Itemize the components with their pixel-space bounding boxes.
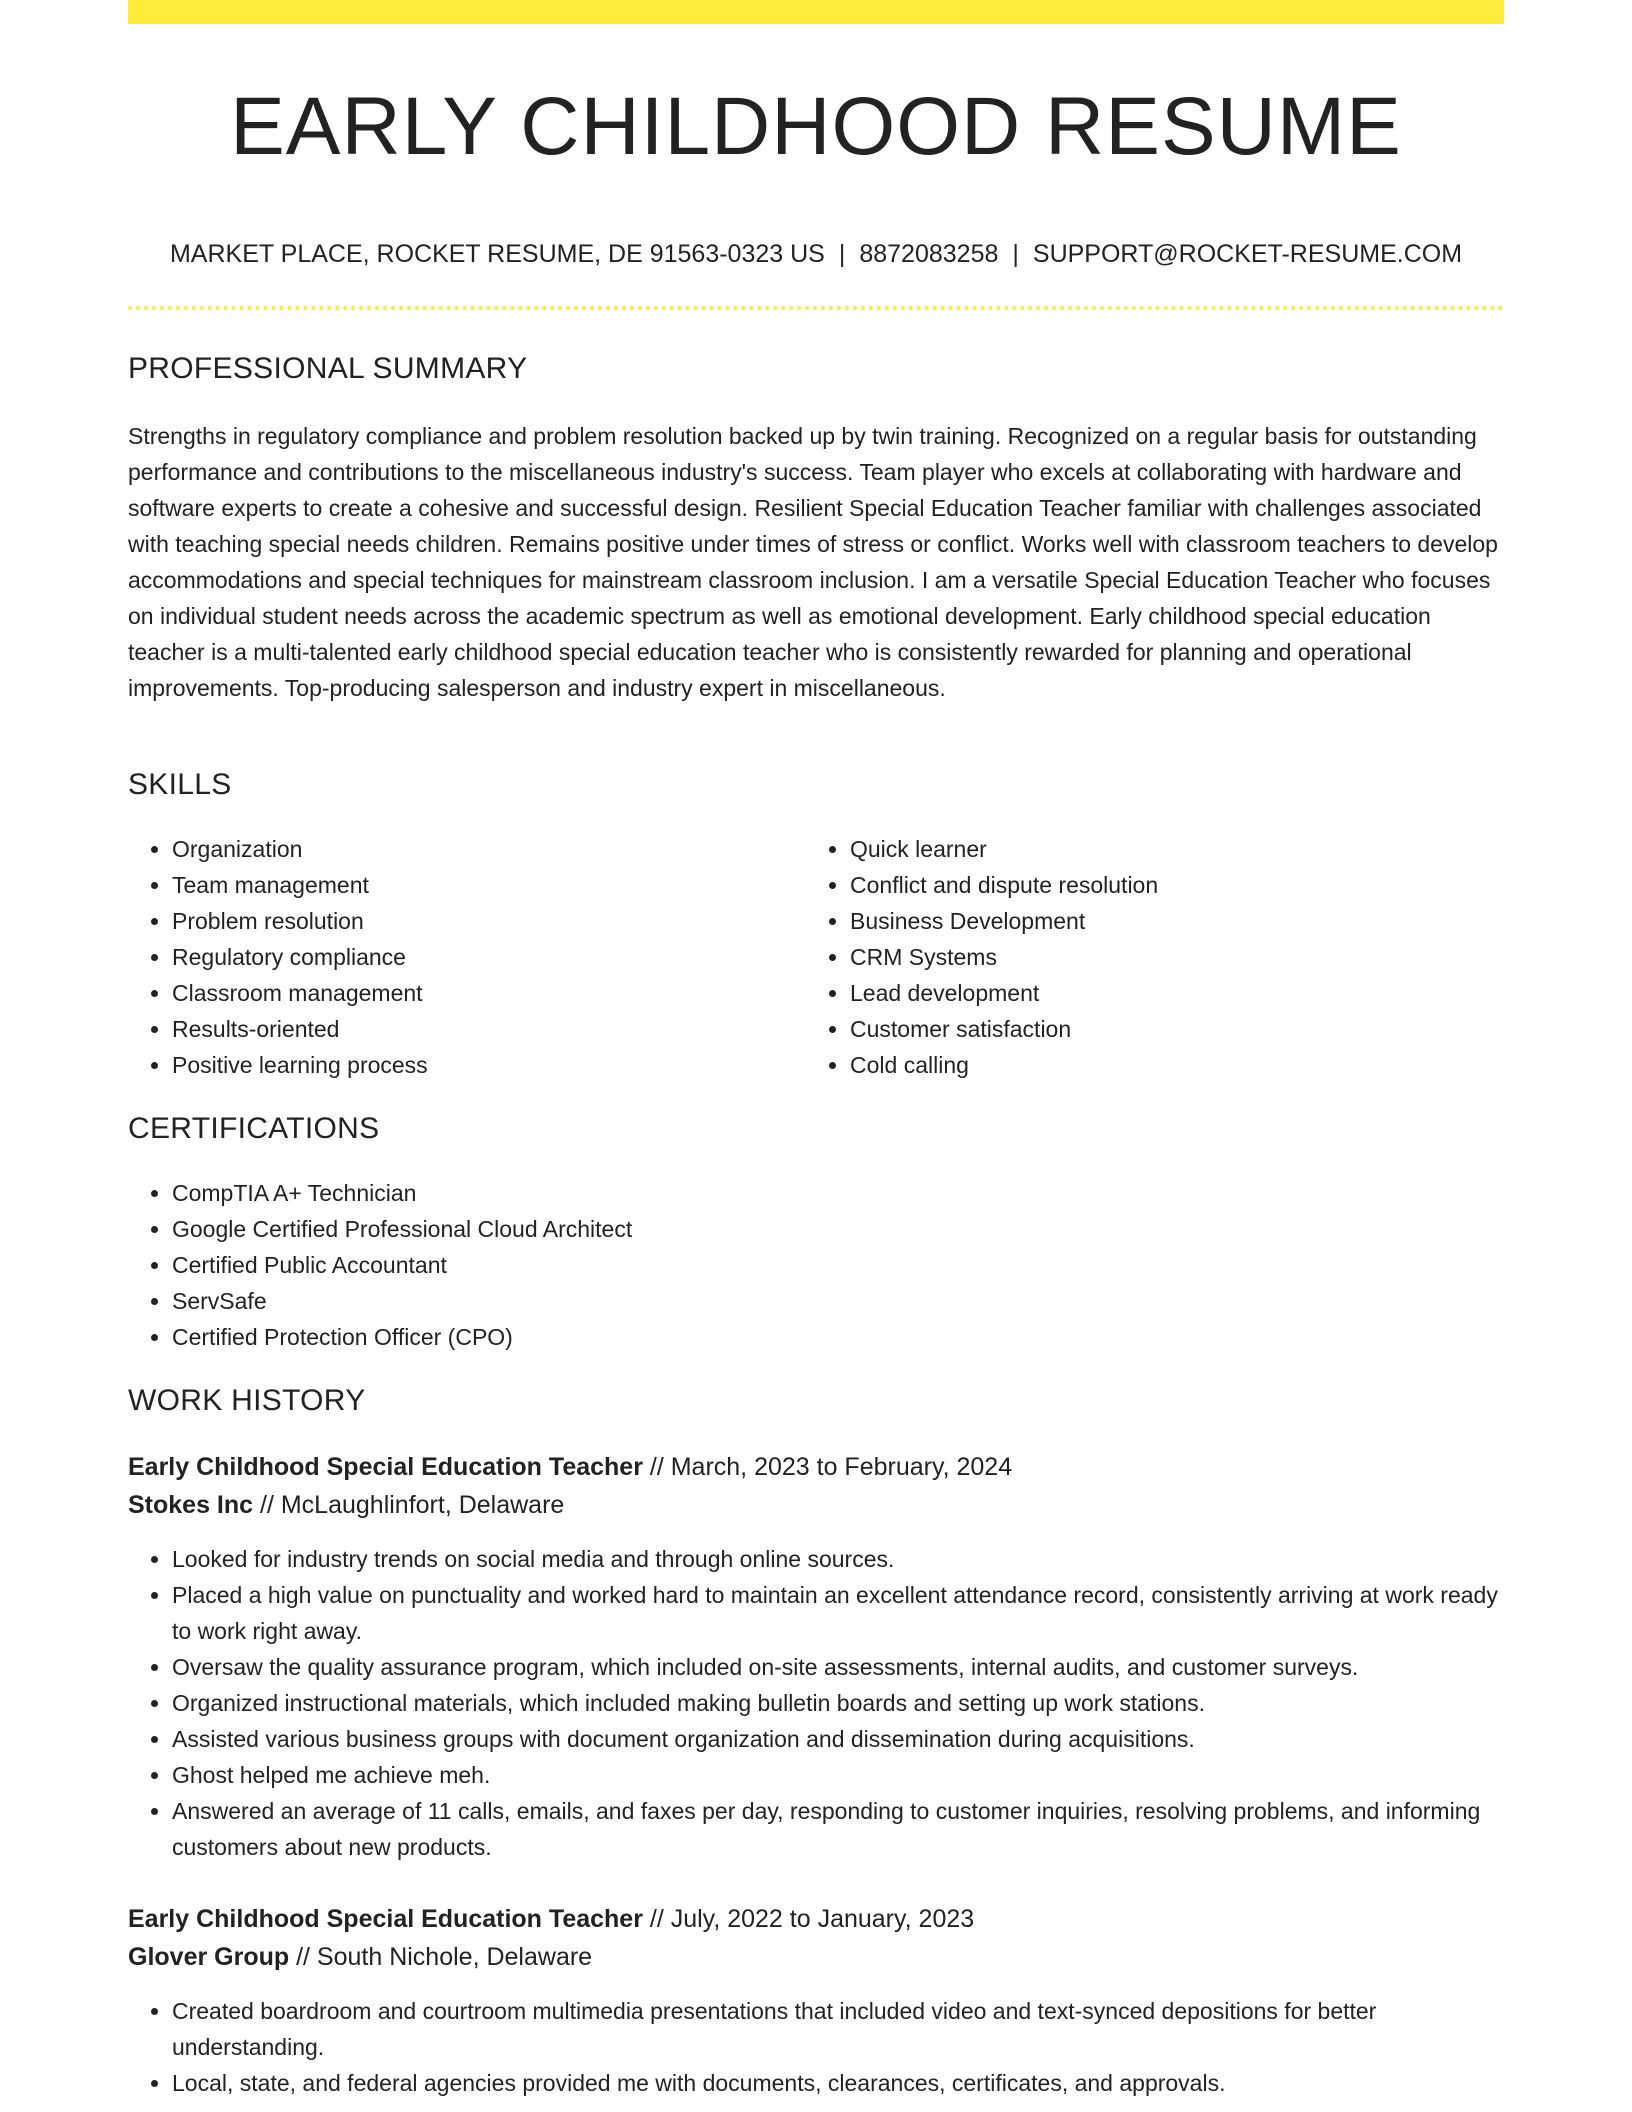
contact-address: MARKET PLACE, ROCKET RESUME, DE 91563-0323 US	[169, 240, 825, 268]
list-item: • Regulatory compliance	[172, 939, 788, 975]
list-item: • Looked for industry trends on social media and through online sources.	[172, 1541, 1504, 1577]
job-1-title-line	[128, 1448, 1012, 1486]
contact-line	[128, 236, 1504, 272]
list-item: • CompTIA A+ Technician	[172, 1175, 1504, 1211]
job-1-bullets	[128, 1541, 1504, 1865]
list-item: • Oversaw the quality assurance program, which included on-site assessments, internal audits, and customer surveys.	[172, 1649, 1504, 1685]
skills-list-left	[128, 831, 788, 1083]
list-item: • Customer satisfaction	[850, 1011, 1504, 1047]
list-item: • Organized instructional materials, which included making bulletin boards and setting up work stations.	[172, 1685, 1504, 1721]
contact-separator: |	[1012, 240, 1019, 268]
summary-text: Strengths in regulatory compliance and problem resolution backed up by twin training. Recognized on a regular basis for outstanding performance and contributions to the miscellaneous industry's success. Team player who excels at collaborating with hardware and software experts to create a cohesive and successful design. Resilient Special Education Teacher familiar with challenges associated with teaching special needs children. Remains positive under times of stress or conflict. Works well with classroom teachers to develop accommodations and special techniques for mainstream classroom inclusion. I am a versatile Special Education Teacher who focuses on individual student needs across the academic spectrum as well as emotional development. Early childhood special education teacher is a multi-talented early childhood special education teacher who is consistently rewarded for planning and operational improvements. Top-producing salesperson and industry expert in miscellaneous.	[128, 423, 1498, 701]
job-2-company-line	[128, 1938, 592, 1976]
list-item: • Team management	[172, 867, 788, 903]
certifications-list	[128, 1175, 1504, 1355]
skills-list-right	[806, 831, 1504, 1083]
list-item: • Created boardroom and courtroom multimedia presentations that included video and text-synced depositions for better understanding.	[172, 1993, 1504, 2065]
job-1-dates: // March, 2023 to February, 2024	[642, 1453, 1013, 1481]
list-item: • Quick learner	[850, 831, 1504, 867]
list-item: • CRM Systems	[850, 939, 1504, 975]
job-2-bullets	[128, 1993, 1504, 2101]
list-item: • Certified Public Accountant	[172, 1247, 1504, 1283]
job-2-role: Early Childhood Special Education Teacher	[128, 1905, 643, 1933]
list-item: • Classroom management	[172, 975, 788, 1011]
list-item: • Assisted various business groups with document organization and dissemination during acquisitions.	[172, 1721, 1504, 1757]
list-item: • ServSafe	[172, 1283, 1504, 1319]
job-1-company: Stokes Inc	[128, 1491, 254, 1519]
list-item: • Cold calling	[850, 1047, 1504, 1083]
resume-name: EARLY CHILDHOOD RESUME	[230, 81, 1402, 172]
list-item: • Ghost helped me achieve meh.	[172, 1757, 1504, 1793]
contact-email: SUPPORT@ROCKET-RESUME.COM	[1032, 240, 1463, 268]
list-item: • Placed a high value on punctuality and worked hard to maintain an excellent attendance record, consistently arriving at work ready to work right away.	[172, 1577, 1504, 1649]
list-item: • Positive learning process	[172, 1047, 788, 1083]
work-history-title: WORK HISTORY	[128, 1384, 366, 1417]
list-item: • Business Development	[850, 903, 1504, 939]
top-accent-bar	[128, 0, 1504, 24]
list-item: • Problem resolution	[172, 903, 788, 939]
job-1-company-line	[128, 1486, 564, 1524]
job-2-company: Glover Group	[128, 1943, 290, 1971]
list-item: • Certified Protection Officer (CPO)	[172, 1319, 1504, 1355]
job-2-title-line	[128, 1900, 974, 1938]
contact-phone: 8872083258	[859, 240, 999, 268]
list-item: • Results-oriented	[172, 1011, 788, 1047]
certifications-title: CERTIFICATIONS	[128, 1112, 380, 1145]
list-item: • Organization	[172, 831, 788, 867]
list-item: • Lead development	[850, 975, 1504, 1011]
list-item: • Google Certified Professional Cloud Architect	[172, 1211, 1504, 1247]
list-item: • Conflict and dispute resolution	[850, 867, 1504, 903]
job-1-location: // McLaughlinfort, Delaware	[253, 1491, 565, 1519]
list-item: • Local, state, and federal agencies provided me with documents, clearances, certificates, and approvals.	[172, 2065, 1504, 2101]
job-2-dates: // July, 2022 to January, 2023	[642, 1905, 975, 1933]
job-1-role: Early Childhood Special Education Teacher	[128, 1453, 643, 1481]
contact-separator: |	[838, 240, 846, 268]
header-divider	[128, 306, 1504, 310]
skills-title: SKILLS	[128, 768, 232, 801]
job-2-location: // South Nichole, Delaware	[289, 1943, 593, 1971]
summary-title: PROFESSIONAL SUMMARY	[128, 352, 528, 385]
list-item: • Answered an average of 11 calls, emails, and faxes per day, responding to customer inquiries, resolving problems, and informing customers about new products.	[172, 1793, 1504, 1865]
